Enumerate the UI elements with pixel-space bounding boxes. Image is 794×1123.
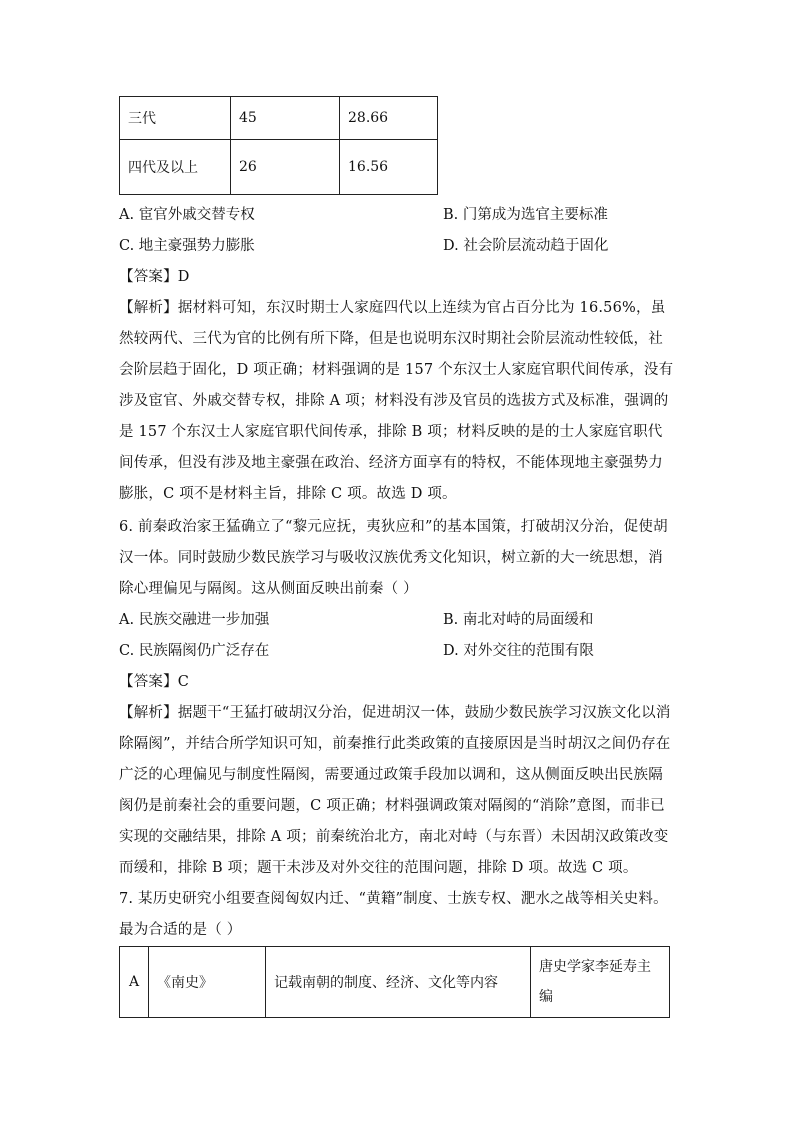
analysis-text: 据材料可知，东汉时期士人家庭四代以上连续为官占百分比为 16.56%，虽然较两代、三代为官的比例有所下降，但是也说明东汉时期社会阶层流动性较低，社会阶层趋于固化，D 项正确；材料强调的是 157 个东汉士人家庭官职代间传承，没有涉及宦官、外戚交替专权，排除 A 项；材料没有涉及官员的选拔方式及标准，强调的是 157 个东汉士人家庭官职代间传承，排除 B 项；材料反映的是的士人家庭官职代间传承，但没有涉及地主豪强在政治、经济方面享有的特权，不能体现地主豪强势力膨胀，C 项不是材料主旨，排除 C 项。故选 D 项。 bbox=[119, 300, 674, 502]
table-row bbox=[120, 97, 438, 140]
option-a: A. 宦官外戚交替专权 bbox=[119, 207, 255, 223]
statistics-table bbox=[119, 96, 438, 195]
answer: 【答案】C bbox=[119, 674, 190, 690]
question-stem: 6. 前秦政治家王猛确立了“黎元应抚，夷狄应和”的基本国策，打破胡汉分治，促使胡汉一体。同时鼓励少数民族学习与吸收汉族优秀文化知识，树立新的大一统思想，消除心理偏见与隔阂。这从侧面反映出前秦（ ） bbox=[119, 519, 668, 597]
table-cell: A bbox=[120, 947, 149, 1018]
table-cell: 28.66 bbox=[340, 97, 438, 140]
table-cell: 四代及以上 bbox=[120, 140, 231, 195]
table-row bbox=[120, 140, 438, 195]
table-cell: 45 bbox=[231, 97, 340, 140]
table-cell: 16.56 bbox=[340, 140, 438, 195]
analysis bbox=[119, 293, 675, 510]
option-b: B. 南北对峙的局面缓和 bbox=[443, 612, 594, 628]
analysis bbox=[119, 698, 675, 884]
option-d: D. 对外交往的范围有限 bbox=[443, 643, 594, 659]
option-a: A. 民族交融进一步加强 bbox=[119, 612, 270, 628]
answer: 【答案】D bbox=[119, 269, 190, 285]
analysis-label: 【解析】 bbox=[119, 705, 178, 721]
option-c: C. 地主豪强势力膨胀 bbox=[119, 238, 255, 254]
question-stem: 7. 某历史研究小组要查阅匈奴内迁、“黄籍”制度、士族专权、淝水之战等相关史料。最为合适的是（ ） bbox=[119, 891, 668, 938]
analysis-text: 据题干“王猛打破胡汉分治，促进胡汉一体，鼓励少数民族学习汉族文化以消除隔阂”，并结合所学知识可知，前秦推行此类政策的直接原因是当时胡汉之间仍存在广泛的心理偏见与制度性隔阂，需要通过政策手段加以调和，这从侧面反映出民族隔阂仍是前秦社会的重要问题，C 项正确；材料强调政策对隔阂的“消除”意图，而非已实现的交融结果，排除 A 项；前秦统治北方，南北对峙（与东晋）未因胡汉政策改变而缓和，排除 B 项；题干未涉及对外交往的范围问题，排除 D 项。故选 C 项。 bbox=[119, 705, 671, 876]
table-cell: 三代 bbox=[120, 97, 231, 140]
option-d: D. 社会阶层流动趋于固化 bbox=[443, 238, 609, 254]
option-b: B. 门第成为选官主要标准 bbox=[443, 207, 608, 223]
source-table bbox=[119, 946, 670, 1018]
table-cell: 唐史学家李延寿主编 bbox=[531, 947, 670, 1018]
table-cell: 《南史》 bbox=[149, 947, 266, 1018]
analysis-label: 【解析】 bbox=[119, 300, 178, 316]
table-cell: 记载南朝的制度、经济、文化等内容 bbox=[266, 947, 531, 1018]
table-cell: 26 bbox=[231, 140, 340, 195]
option-c: C. 民族隔阂仍广泛存在 bbox=[119, 643, 270, 659]
table-row bbox=[120, 947, 670, 1018]
